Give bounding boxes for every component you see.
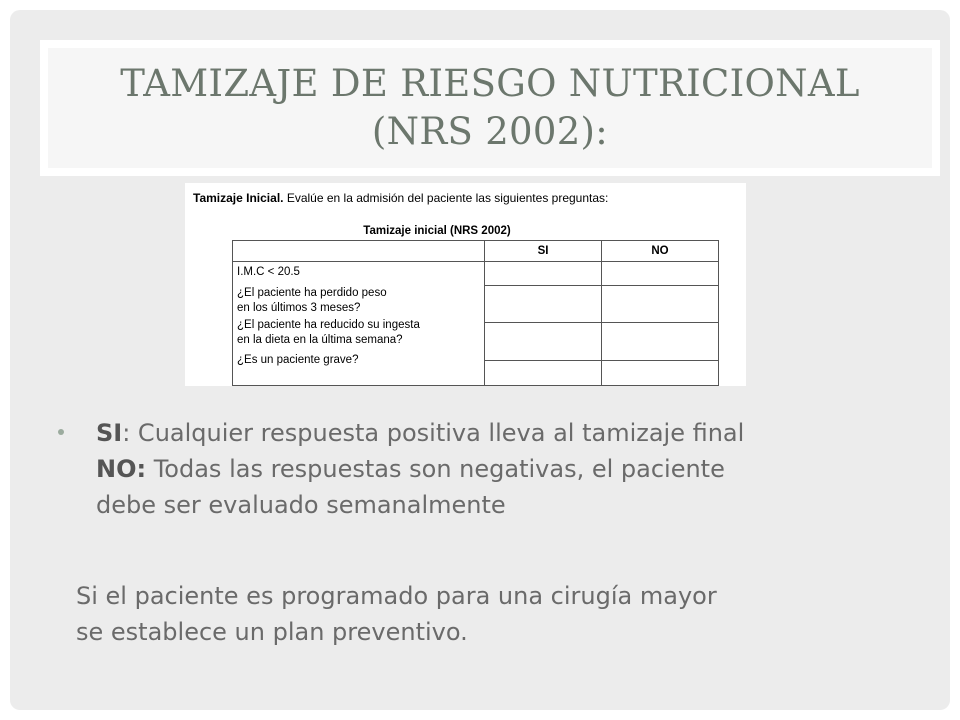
- answer-no-3: [602, 323, 719, 360]
- answer-no-1: [602, 262, 719, 286]
- title-line-2: (NRS 2002):: [371, 110, 609, 153]
- header-si: SI: [485, 241, 602, 262]
- footer-line-2: se establece un plan preventivo.: [76, 618, 468, 646]
- title-line-1: TAMIZAJE DE RIESGO NUTRICIONAL: [120, 62, 860, 105]
- answer-si-3: [485, 323, 602, 360]
- table-row: [233, 262, 719, 286]
- bullet-no-line: [76, 451, 936, 487]
- title-box: [40, 40, 940, 176]
- no-text: Todas las respuestas son negativas, el paciente: [146, 455, 725, 483]
- header-blank-cell: [233, 241, 485, 262]
- question-intake-1: ¿El paciente ha reducido su ingesta: [237, 319, 420, 331]
- no-label: NO:: [96, 455, 147, 483]
- question-weight-loss-1: ¿El paciente ha perdido peso: [237, 287, 387, 299]
- questions-cell: [233, 262, 485, 386]
- table-intro-bold: Tamizaje Inicial.: [193, 191, 284, 205]
- table-intro-text: Evalúe en la admisión del paciente las siguientes preguntas:: [283, 191, 609, 205]
- si-label: SI: [96, 419, 123, 447]
- table-caption: Tamizaje inicial (NRS 2002): [363, 225, 511, 237]
- question-intake-2: en la dieta en la última semana?: [237, 334, 403, 346]
- table-header-row: [233, 241, 719, 262]
- table-intro: [193, 191, 608, 205]
- answer-si-1: [485, 262, 602, 286]
- answer-si-2: [485, 286, 602, 323]
- bullet-si-line: [76, 415, 936, 451]
- answer-no-2: [602, 286, 719, 323]
- bullet-dot: [58, 429, 64, 435]
- answer-si-4: [485, 360, 602, 385]
- si-text: : Cualquier respuesta positiva lleva al tamizaje final: [122, 419, 745, 447]
- header-no: NO: [602, 241, 719, 262]
- footer-text: [76, 578, 936, 650]
- bullet-block: [76, 415, 936, 523]
- screening-table-image: [185, 183, 746, 386]
- title-inner: [48, 48, 932, 168]
- bullet-no-line-2: debe ser evaluado semanalmente: [96, 491, 506, 519]
- question-severe: ¿Es un paciente grave?: [237, 354, 359, 366]
- footer-line-1: Si el paciente es programado para una cirugía mayor: [76, 582, 717, 610]
- question-weight-loss-2: en los últimos 3 meses?: [237, 302, 361, 314]
- answer-no-4: [602, 360, 719, 385]
- screening-table: [232, 240, 719, 386]
- question-imc: I.M.C < 20.5: [237, 266, 300, 278]
